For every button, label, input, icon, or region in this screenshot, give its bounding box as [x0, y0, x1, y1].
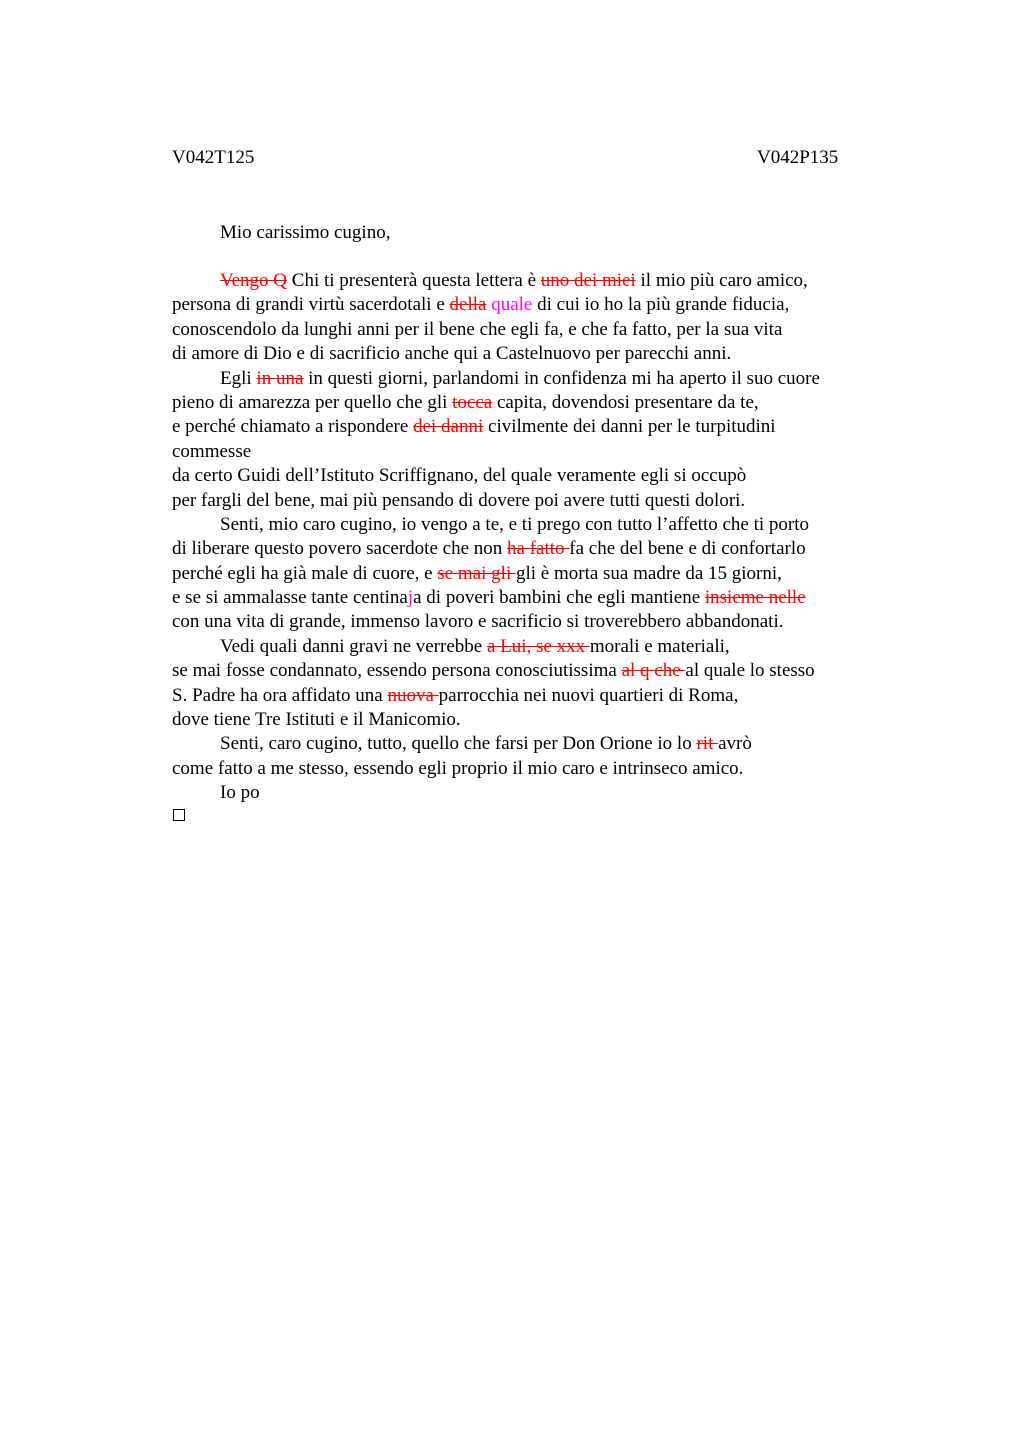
letter-text: Chi ti presenterà questa lettera è	[287, 270, 541, 291]
letter-text: civilmente dei danni per le turpitudini	[483, 416, 776, 438]
letter-salutation: Mio carissimo cugino,	[220, 222, 391, 243]
inserted-text: j	[407, 587, 414, 609]
letter-line	[172, 708, 820, 732]
letter-line	[172, 342, 820, 366]
letter-line	[172, 562, 820, 586]
letter-text: morali e materiali,	[589, 635, 730, 657]
letter-text: parrocchia nei nuovi quartieri di Roma,	[438, 684, 739, 706]
deleted-text: nuova	[387, 684, 439, 706]
letter-text: con una vita di grande, immenso lavoro e sacrificio si troverebbero abbandonati.	[172, 611, 784, 633]
letter-line	[172, 415, 820, 439]
letter-text: Egli	[220, 367, 257, 389]
letter-text: il mio più caro amico,	[635, 270, 808, 291]
letter-line	[172, 610, 820, 634]
deleted-text: al q che	[621, 660, 686, 682]
deleted-text: se mai gli	[437, 562, 516, 584]
letter-line	[172, 659, 820, 683]
letter-text: perché egli ha già male di cuore, e	[172, 562, 438, 584]
deleted-text: della	[449, 294, 487, 316]
letter-line	[172, 781, 820, 805]
letter-line	[172, 684, 820, 708]
letter-line	[172, 513, 820, 537]
letter-line	[172, 489, 820, 513]
letter-line	[172, 635, 820, 659]
letter-line	[172, 367, 820, 391]
letter-line	[172, 318, 820, 342]
letter-text: di cui io ho la più grande fiducia,	[532, 294, 790, 316]
letter-text: per fargli del bene, mai più pensando di dovere poi avere tutti questi dolori.	[172, 489, 746, 511]
deleted-text: in una	[256, 367, 304, 389]
letter-text: pieno di amarezza per quello che gli	[172, 391, 453, 413]
letter-text: fa che del bene e di confortarlo	[569, 538, 806, 560]
letter-line	[172, 732, 820, 756]
letter-text: da certo Guidi dell’Istituto Scriffignano, del quale veramente egli si occupò	[172, 465, 747, 487]
deleted-text: uno dei miei	[540, 270, 636, 291]
inserted-text: quale	[491, 294, 533, 316]
deleted-text: insieme nelle	[704, 587, 806, 609]
letter-text: al quale lo stesso	[685, 660, 815, 682]
letter-text: avrò	[718, 733, 752, 755]
letter-text: a di poveri bambini che egli mantiene	[413, 587, 705, 609]
letter-text: conoscendolo da lunghi anni per il bene che egli fa, e che fa fatto, per la sua vita	[172, 318, 783, 340]
letter-text: Senti, mio caro cugino, io vengo a te, e ti prego con tutto l’affetto che ti porto	[220, 513, 810, 535]
deleted-text: Vengo Q	[220, 270, 288, 291]
letter-line	[172, 440, 820, 464]
letter-text: se mai fosse condannato, essendo persona conosciutissima	[172, 660, 622, 682]
letter-text: Senti, caro cugino, tutto, quello che farsi per Don Orione io lo	[220, 733, 697, 755]
letter-text: e se si ammalasse tante centina	[172, 587, 408, 609]
letter-text: in questi giorni, parlandomi in confidenza mi ha aperto il suo cuore	[303, 367, 820, 389]
letter-text: commesse	[172, 440, 252, 462]
letter-line	[172, 293, 820, 317]
letter-line	[172, 757, 820, 781]
document-code-left: V042T125	[172, 147, 255, 168]
letter-line	[172, 269, 820, 293]
letter-text: gli è morta sua madre da 15 giorni,	[515, 562, 782, 584]
deleted-text: dei danni	[413, 416, 484, 438]
letter-line	[172, 391, 820, 415]
letter-text: Vedi quali danni gravi ne verrebbe	[220, 635, 487, 657]
letter-text: di liberare questo povero sacerdote che non	[172, 538, 508, 560]
deleted-text: rit	[696, 733, 719, 755]
letter-text: Io po	[220, 782, 260, 804]
deleted-text: ha fatto	[507, 538, 570, 560]
deleted-text: tocca	[452, 391, 493, 413]
letter-body	[172, 269, 820, 806]
document-code-right: V042P135	[757, 147, 839, 168]
letter-text: capita, dovendosi presentare da te,	[492, 391, 759, 413]
letter-line	[172, 586, 820, 610]
empty-square-icon	[173, 809, 185, 821]
letter-text: di amore di Dio e di sacrificio anche qui a Castelnuovo per parecchi anni.	[172, 343, 732, 365]
letter-text: persona di grandi virtù sacerdotali e	[172, 294, 450, 316]
letter-text: dove tiene Tre Istituti e il Manicomio.	[172, 709, 461, 731]
letter-line	[172, 537, 820, 561]
letter-text: e perché chiamato a rispondere	[172, 416, 414, 438]
letter-line	[172, 464, 820, 488]
letter-text: S. Padre ha ora affidato una	[172, 684, 388, 706]
deleted-text: a Lui, se xxx	[486, 635, 590, 657]
letter-text: come fatto a me stesso, essendo egli proprio il mio caro e intrinseco amico.	[172, 757, 744, 779]
